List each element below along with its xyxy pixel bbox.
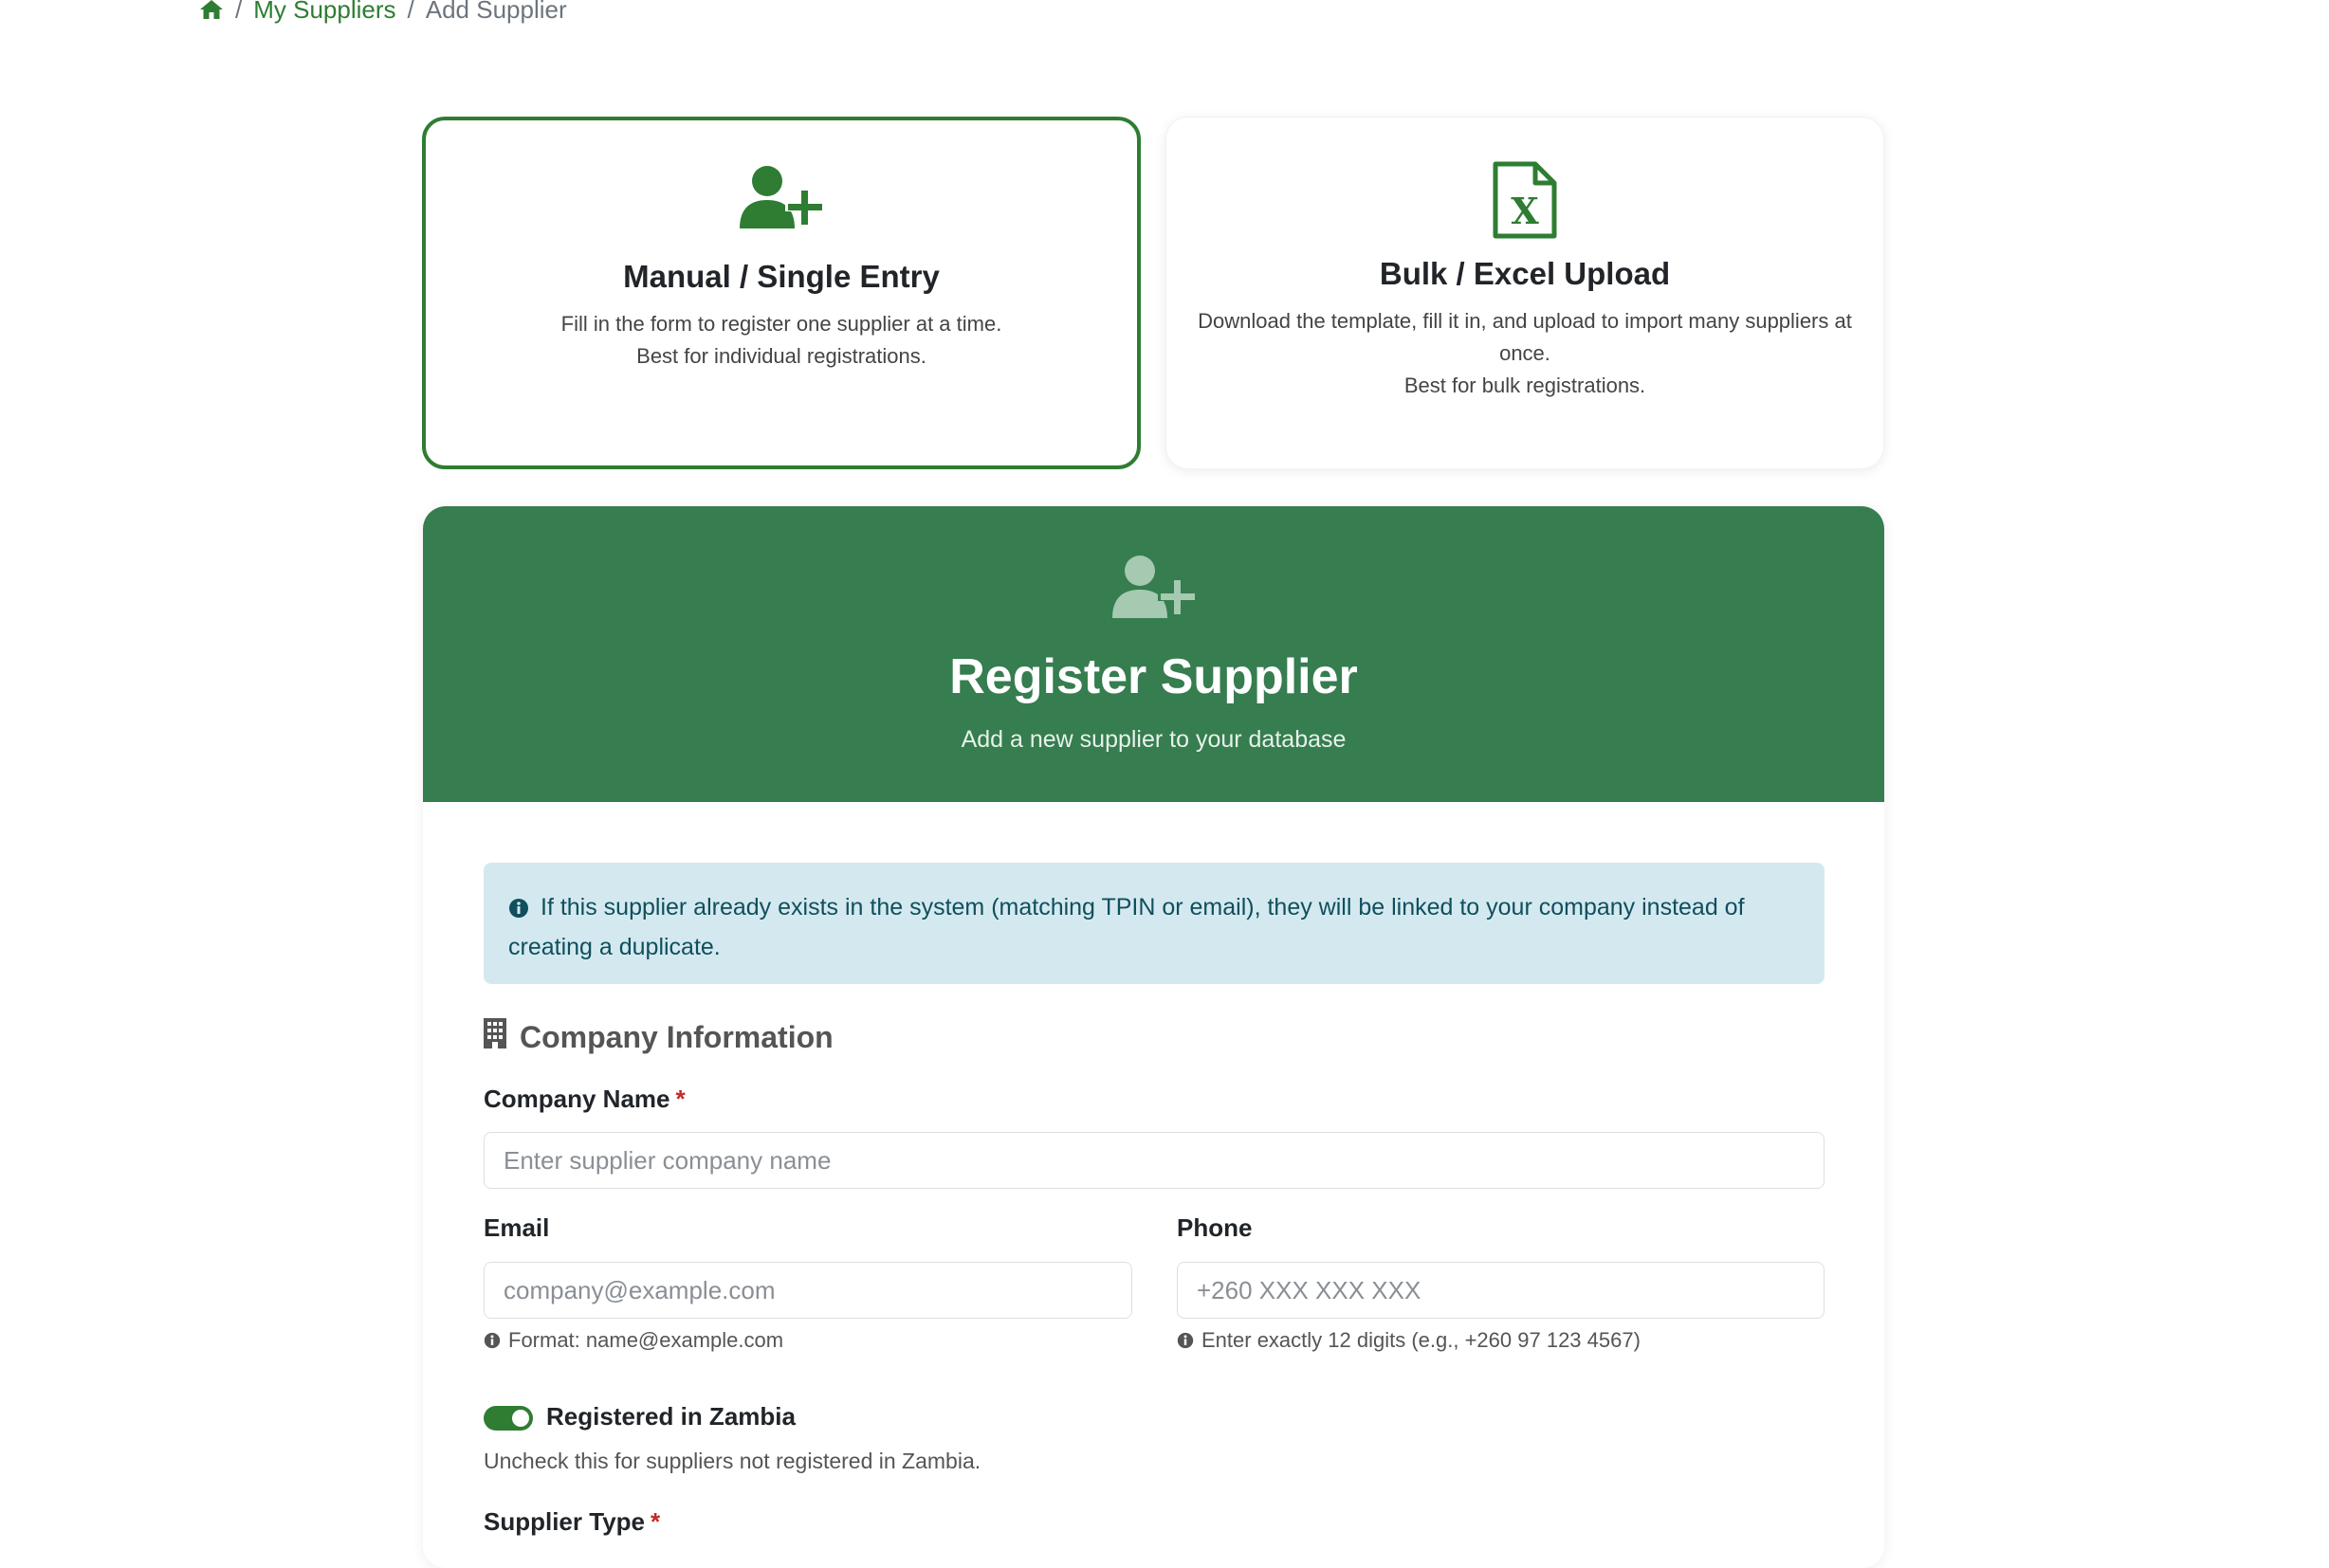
email-input[interactable]	[484, 1262, 1132, 1319]
bulk-upload-description: Download the template, fill it in, and upload to import many suppliers at once. Best for bulk registrations.	[1198, 309, 1852, 397]
file-excel-icon	[1166, 161, 1883, 237]
required-marker: *	[675, 1085, 686, 1113]
info-circle-icon	[484, 1332, 501, 1349]
supplier-type-label: Supplier Type *	[484, 1507, 661, 1536]
svg-text:X: X	[1511, 190, 1539, 232]
manual-entry-option[interactable]	[422, 117, 1141, 469]
phone-label: Phone	[1177, 1213, 1253, 1242]
phone-hint: Enter exactly 12 digits (e.g., +260 97 123 4567)	[1177, 1328, 1641, 1353]
registered-in-zambia-label: Registered in Zambia	[546, 1402, 796, 1431]
user-plus-icon	[423, 554, 1884, 620]
alert-text: If this supplier already exists in the system (matching TPIN or email), they will be linked to your company instead of creating a duplicate.	[508, 894, 1745, 960]
required-marker: *	[651, 1507, 661, 1536]
registered-in-zambia-hint: Uncheck this for suppliers not registered in Zambia.	[484, 1449, 981, 1473]
toggle-knob	[512, 1410, 529, 1427]
email-hint: Format: name@example.com	[484, 1328, 783, 1353]
section-company-information: Company Information	[484, 1018, 834, 1056]
breadcrumb-separator: /	[407, 0, 414, 24]
breadcrumb-separator: /	[235, 0, 243, 24]
breadcrumb	[199, 0, 567, 25]
form-subtitle: Add a new supplier to your database	[961, 726, 1347, 753]
manual-entry-title: Manual / Single Entry	[623, 259, 940, 294]
email-label: Email	[484, 1213, 550, 1242]
building-icon	[484, 1018, 520, 1056]
duplicate-info-alert	[484, 863, 1825, 984]
phone-input[interactable]	[1177, 1262, 1825, 1319]
registered-in-zambia-toggle[interactable]	[484, 1406, 533, 1431]
breadcrumb-current: Add Supplier	[425, 0, 567, 24]
home-icon[interactable]	[199, 0, 224, 20]
manual-entry-description: Fill in the form to register one supplier at a time. Best for individual registrations.	[560, 312, 1002, 368]
breadcrumb-my-suppliers[interactable]: My Suppliers	[253, 0, 396, 24]
bulk-upload-title: Bulk / Excel Upload	[1379, 256, 1671, 291]
form-header	[423, 506, 1884, 802]
info-circle-icon	[508, 893, 529, 929]
company-name-input[interactable]	[484, 1132, 1825, 1189]
company-name-label: Company Name *	[484, 1085, 686, 1113]
info-circle-icon	[1177, 1332, 1194, 1349]
form-title: Register Supplier	[949, 649, 1358, 704]
user-plus-icon	[426, 164, 1137, 240]
bulk-upload-option[interactable]	[1165, 117, 1884, 469]
register-supplier-form	[423, 506, 1884, 1568]
